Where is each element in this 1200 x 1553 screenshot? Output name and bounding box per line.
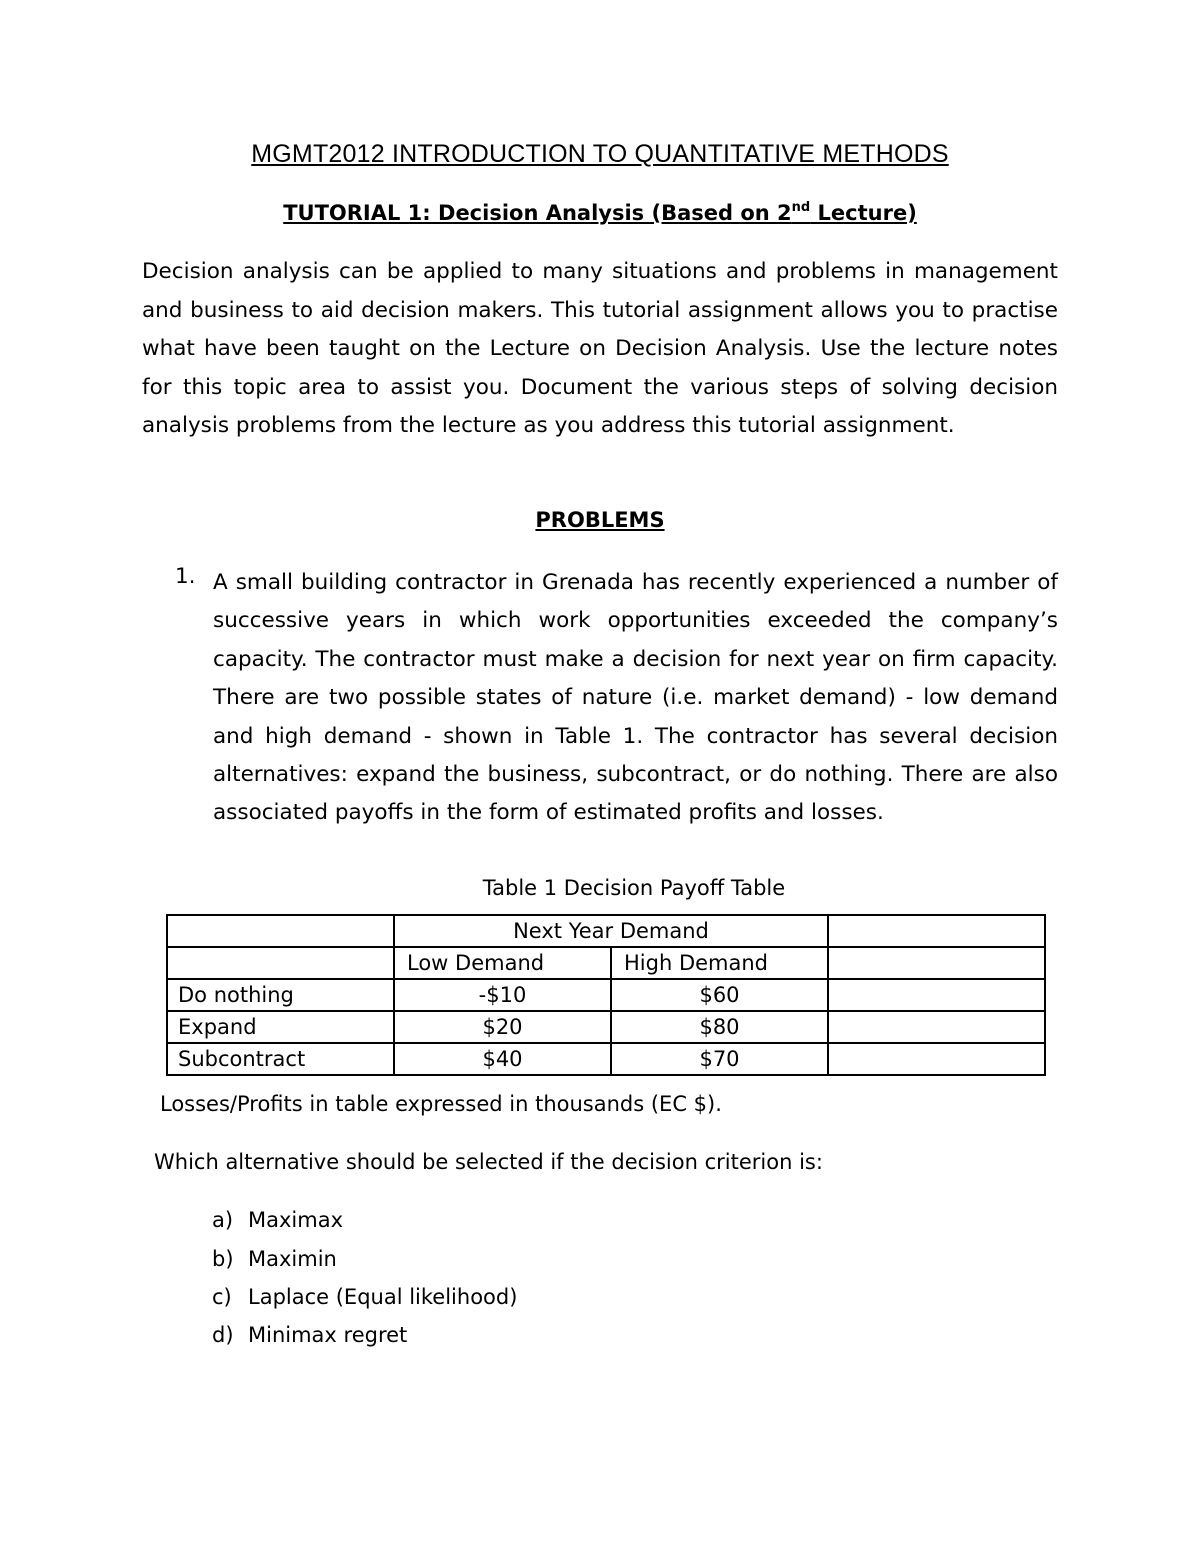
low-demand-value: -$10 <box>394 979 611 1011</box>
option-label: Maximax <box>248 1208 344 1232</box>
alternative-label: Subcontract <box>167 1043 394 1075</box>
low-demand-value: $20 <box>394 1011 611 1043</box>
table-cell-empty <box>828 979 1045 1011</box>
tutorial-title-superscript: nd <box>791 200 811 215</box>
problems-heading: PROBLEMS <box>535 508 665 532</box>
high-demand-header: High Demand <box>611 947 828 979</box>
option-b <box>212 1247 337 1271</box>
payoff-table <box>166 914 1046 1076</box>
option-a <box>212 1208 343 1232</box>
table-cell-empty <box>828 1011 1045 1043</box>
option-label: Minimax regret <box>248 1323 408 1347</box>
alternative-label: Do nothing <box>167 979 394 1011</box>
high-demand-value: $70 <box>611 1043 828 1075</box>
table-note: Losses/Profits in table expressed in thousands (EC $). <box>160 1092 722 1116</box>
table-cell-empty <box>828 1043 1045 1075</box>
alternative-label: Expand <box>167 1011 394 1043</box>
option-letter: d) <box>212 1323 234 1347</box>
high-demand-value: $80 <box>611 1011 828 1043</box>
option-c <box>212 1285 517 1309</box>
option-letter: b) <box>212 1247 234 1271</box>
high-demand-value: $60 <box>611 979 828 1011</box>
intro-paragraph: Decision analysis can be applied to many situations and problems in management and business to aid decision makers. This tutorial assignment allows you to practise what have been taught on the Lecture on Decision Analysis. Use the lecture notes for this topic area to assist you. Document the various steps of solving decision analysis problems from the lecture as you address this tutorial assignment. <box>142 259 1058 439</box>
table-cell-empty <box>167 947 394 979</box>
table-cell-empty <box>828 915 1045 947</box>
problem-number: 1. <box>175 564 196 589</box>
option-d <box>212 1323 407 1347</box>
tutorial-title <box>0 200 1200 225</box>
table-cell-empty <box>828 947 1045 979</box>
tutorial-title-end: Lecture) <box>810 201 917 225</box>
table-subheader-row <box>167 947 1045 979</box>
course-title: MGMT2012 INTRODUCTION TO QUANTITATIVE METHODS <box>251 140 949 168</box>
option-label: Maximin <box>248 1247 337 1271</box>
table-cell-empty <box>167 915 394 947</box>
table-caption: Table 1 Decision Payoff Table <box>482 876 786 900</box>
question-text: Which alternative should be selected if the decision criterion is: <box>154 1150 823 1174</box>
problem-text: A small building contractor in Grenada has recently experienced a number of successive years in which work opportunities exceeded the company’s capacity. The contractor must make a decision for next year on firm capacity. There are two possible states of nature (i.e. market demand) - low demand and high demand - shown in Table 1. The contractor has several decision alternatives: expand the business, subcontract, or do nothing. There are also associated payoffs in the form of estimated profits and losses. <box>213 570 1058 826</box>
low-demand-value: $40 <box>394 1043 611 1075</box>
next-year-demand-header: Next Year Demand <box>394 915 828 947</box>
option-label: Laplace (Equal likelihood) <box>248 1285 518 1309</box>
table-header-row <box>167 915 1045 947</box>
table-row <box>167 979 1045 1011</box>
table-row <box>167 1011 1045 1043</box>
option-letter: a) <box>212 1208 234 1232</box>
table-row <box>167 1043 1045 1075</box>
low-demand-header: Low Demand <box>394 947 611 979</box>
option-letter: c) <box>212 1285 232 1309</box>
tutorial-title-main: TUTORIAL 1: Decision Analysis (Based on 2 <box>283 201 792 225</box>
